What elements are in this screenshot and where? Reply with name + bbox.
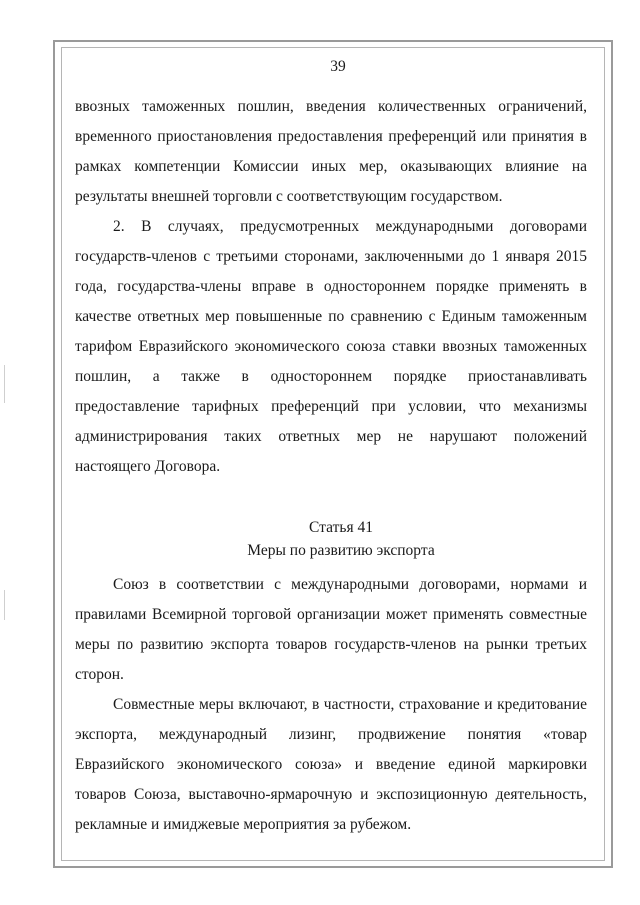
article-heading xyxy=(75,516,587,562)
paragraph-continuation: ввозных таможенных пошлин, введения количественных ограничений, временного приостановления предоставления преференций или принятия в рамках компетенции Комиссии иных мер, оказывающих влияние на результаты внешней торговли с соответствующим государством. xyxy=(75,98,587,205)
article-number: Статья 41 xyxy=(309,519,373,536)
document-body xyxy=(75,56,587,840)
paragraph-clause-2: 2. В случаях, предусмотренных международными договорами государств-членов с третьими сторонами, заключенными до 1 января 2015 года, государства-члены вправе в одностороннем порядке применять в качестве ответных мер повышенные по сравнению с Единым таможенным тарифом Евразийского экономического союза ставки ввозных таможенных пошлин, а также в одностороннем порядке приостанавливать предоставление тарифных преференций при условии, что механизмы администрирования таких ответных мер не нарушают положений настоящего Договора. xyxy=(75,218,587,475)
scan-artifact-mark xyxy=(4,365,5,403)
paragraph-article-41-1: Союз в соответствии с международными договорами, нормами и правилами Всемирной торговой организации может применять совместные меры по развитию экспорта товаров государств-членов на рынки третьих сторон. xyxy=(75,576,587,683)
page-number: 39 xyxy=(330,58,346,75)
paragraph-article-41-2: Совместные меры включают, в частности, страхование и кредитование экспорта, международный лизинг, продвижение понятия «товар Евразийского экономического союза» и введение единой маркировки товаров Союза, выставочно-ярмарочную и экспозиционную деятельность, рекламные и имиджевые мероприятия за рубежом. xyxy=(75,696,587,833)
article-title: Меры по развитию экспорта xyxy=(247,542,435,559)
scan-artifact-mark xyxy=(4,590,5,620)
